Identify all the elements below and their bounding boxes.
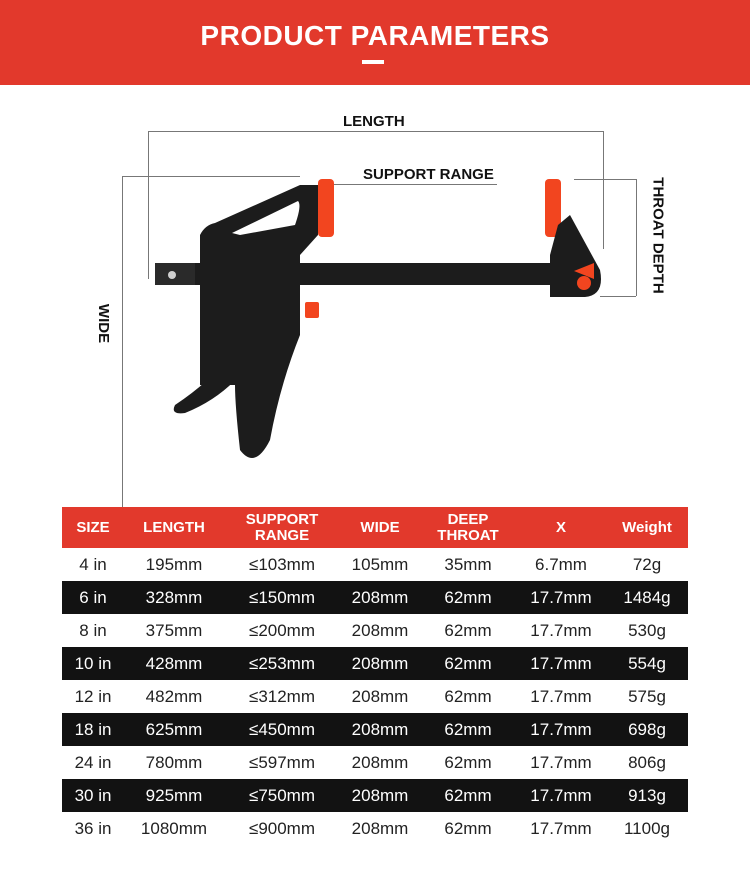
table-cell: 530g	[628, 620, 666, 640]
bar-clamp-illustration	[0, 85, 750, 500]
table-cell: 913g	[628, 785, 666, 805]
table-row	[62, 581, 688, 614]
table-cell: ≤253mm	[248, 653, 316, 673]
table-cell: ≤200mm	[248, 620, 316, 640]
table-cell: 1080mm	[140, 818, 208, 838]
table-cell: ≤597mm	[248, 752, 316, 772]
table-cell: 4 in	[79, 554, 107, 574]
header-weight: Weight	[622, 518, 672, 536]
table-row	[62, 680, 688, 713]
table-row	[62, 548, 688, 581]
parameters-table	[62, 507, 688, 845]
table-cell: 208mm	[351, 818, 409, 838]
table-cell: 17.7mm	[530, 818, 592, 838]
table-cell: 24 in	[74, 752, 112, 772]
table-cell: ≤150mm	[248, 587, 316, 607]
header-deep-throat: DEEP THROAT	[437, 510, 499, 544]
support-range-label: SUPPORT RANGE	[363, 166, 494, 183]
table-cell: 36 in	[74, 818, 112, 838]
length-label: LENGTH	[343, 113, 405, 130]
header-wide: WIDE	[360, 518, 400, 536]
table-cell: 208mm	[351, 719, 409, 739]
table-cell: 17.7mm	[530, 785, 592, 805]
table-cell: 62mm	[444, 818, 492, 838]
table-cell: 18 in	[74, 719, 112, 739]
header-x: X	[555, 518, 566, 536]
table-row	[62, 647, 688, 680]
table-header	[62, 507, 688, 548]
table-cell: 10 in	[74, 653, 112, 673]
title-underline	[362, 60, 384, 64]
table-cell: 17.7mm	[530, 686, 592, 706]
header-support-range: SUPPORT RANGE	[245, 510, 319, 544]
table-cell: 698g	[628, 719, 666, 739]
table-cell: 6 in	[79, 587, 107, 607]
table-row	[62, 713, 688, 746]
table-cell: ≤750mm	[248, 785, 316, 805]
table-row	[62, 614, 688, 647]
table-cell: 17.7mm	[530, 587, 592, 607]
header-length: LENGTH	[143, 518, 205, 536]
table-cell: 62mm	[444, 587, 492, 607]
table-cell: 575g	[628, 686, 666, 706]
table-cell: ≤450mm	[248, 719, 316, 739]
header-size: SIZE	[76, 518, 110, 536]
table-body	[62, 548, 688, 845]
table-cell: ≤103mm	[248, 554, 316, 574]
table-cell: 208mm	[351, 587, 409, 607]
table-cell: 8 in	[79, 620, 107, 640]
table-cell: 12 in	[74, 686, 112, 706]
table-cell: 195mm	[145, 554, 203, 574]
table-cell: 208mm	[351, 752, 409, 772]
page-title: PRODUCT PARAMETERS	[200, 20, 550, 51]
table-row	[62, 746, 688, 779]
table-cell: 62mm	[444, 620, 492, 640]
table-cell: 35mm	[444, 554, 492, 574]
table-cell: 208mm	[351, 653, 409, 673]
clamp-diagram	[0, 85, 750, 500]
table-cell: 1100g	[623, 818, 670, 838]
throat-depth-label: THROAT DEPTH	[649, 177, 667, 294]
table-cell: 208mm	[351, 686, 409, 706]
table-cell: 375mm	[145, 620, 203, 640]
table-cell: 105mm	[351, 554, 409, 574]
table-cell: 62mm	[444, 653, 492, 673]
table-cell: 1484g	[623, 587, 671, 607]
table-row	[62, 779, 688, 812]
table-cell: 62mm	[444, 686, 492, 706]
table-cell: 17.7mm	[530, 752, 592, 772]
table-cell: 328mm	[145, 587, 203, 607]
wide-label: WIDE	[95, 303, 113, 344]
table-cell: 72g	[632, 554, 662, 574]
table-row	[62, 812, 688, 845]
table-cell: 30 in	[74, 785, 112, 805]
table-cell: 62mm	[444, 785, 492, 805]
table-cell: 482mm	[145, 686, 203, 706]
table-cell: 17.7mm	[530, 653, 592, 673]
table-cell: 554g	[628, 653, 666, 673]
table-cell: 62mm	[444, 752, 492, 772]
table-cell: 625mm	[145, 719, 203, 739]
table-cell: 62mm	[444, 719, 492, 739]
table-cell: 925mm	[145, 785, 203, 805]
table-cell: 780mm	[145, 752, 203, 772]
table-cell: 208mm	[351, 620, 409, 640]
table-cell: 17.7mm	[530, 719, 592, 739]
table-cell: 428mm	[145, 653, 203, 673]
table-cell: ≤900mm	[248, 818, 316, 838]
table-cell: 6.7mm	[535, 554, 587, 574]
table-cell: 208mm	[351, 785, 409, 805]
header-banner	[0, 0, 750, 85]
table-cell: ≤312mm	[248, 686, 316, 706]
table-cell: 806g	[628, 752, 666, 772]
table-cell: 17.7mm	[530, 620, 592, 640]
